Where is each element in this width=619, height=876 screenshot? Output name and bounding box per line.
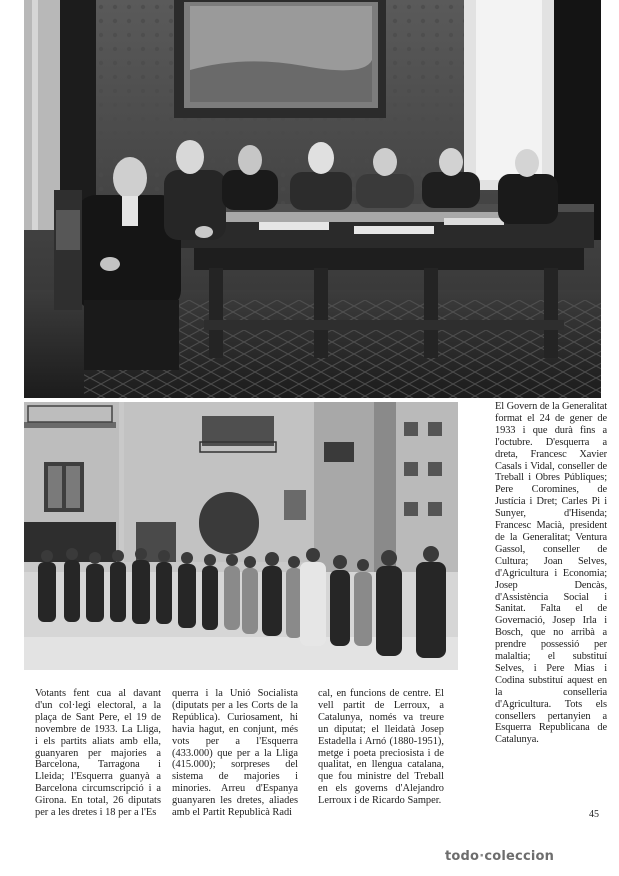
caption-column-2: querra i la Unió Socialista (diputats per a les Corts de la República). Curiosament, hi havia hagut, en conjunt, més vots per a l'Esquerra (433.000) que per a la Lliga (415.000); sorpreses del sistema de majories i minories. Arreu d'Espanya guanyaren les dretes, aliades amb el Partit Republicà Radi: [172, 688, 298, 819]
government-photo-caption: El Govern de la Generalitat format el 24 de gener de 1933 i que durà fins a l'octubre. D'esquerra a dreta, Francesc Xavier Casals i Vidal, conseller de Treball i Obres Públiques; Pere Coromines, de Justícia i Dret; Carles Pi i Sunyer, d'Hisenda; Francesc Macià, president de la Generalitat; Ventura Gassol, conseller de Cultura; Joan Selves, d'Agricultura i Economia; Josep Dencàs, d'Assistència Social i Sanitat. Falta el de Governació, Josep Irla i Bosch, que no arribà a prendre possessió per malaltia; el substituí Selves, i Pere Mias i Codina substituí aquest en la conselleria d'Agricultura. Tots els consellers pertanyien a Esquerra Republicana de Catalunya.: [495, 401, 607, 746]
cabinet-meeting-photo: [24, 0, 601, 398]
caption-column-3: cal, en funcions de centre. El vell partit de Lerroux, a Catalunya, només va treure un diputat; el lleidatà Josep Estadella i Arnó (1880-1951), metge i poeta preciosista i de qualitat, en llengua catalana, que fou ministre del Treball en els governs d'Alejandro Lerroux i de Ricardo Samper.: [318, 688, 444, 807]
watermark-dot: ·: [479, 849, 485, 864]
caption-column-1: Votants fent cua al davant d'un col·legi electoral, a la plaça de Sant Pere, el 19 de novembre de 1933. La Lliga, i els partits aliats amb ella, guanyaren per majories a Barcelona, Tarragona i Lleida; l'Esquerra guanyà a Barcelona circumscripció i a Girona. En total, 26 diputats per a les dretes i 18 per a l'Es: [35, 688, 161, 819]
watermark-prefix: todo: [445, 849, 480, 864]
todocoleccion-watermark: [445, 849, 554, 864]
voters-queue-photo: [24, 402, 458, 670]
watermark-suffix: coleccion: [484, 849, 555, 864]
page-number: 45: [589, 809, 599, 820]
